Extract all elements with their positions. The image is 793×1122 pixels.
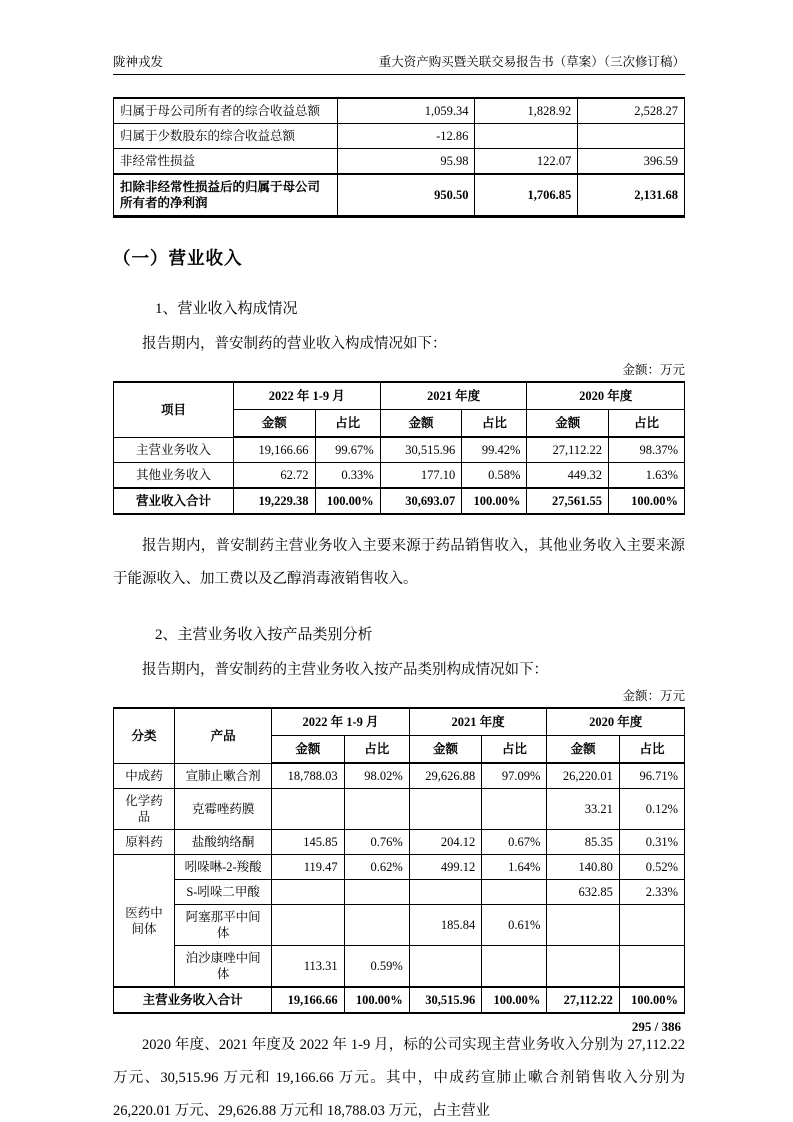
- column-header-ratio: 占比: [619, 736, 684, 764]
- row-label-cell: 主营业务收入: [114, 437, 234, 463]
- page-header: [113, 0, 685, 75]
- table-row: [114, 149, 685, 175]
- ratio-cell: 0.59%: [344, 946, 409, 988]
- product-revenue-table: [113, 707, 685, 1014]
- column-header-period: 2022 年 1-9 月: [272, 708, 410, 736]
- amount-cell: 204.12: [409, 830, 482, 855]
- amount-cell: 185.84: [409, 905, 482, 946]
- ratio-cell: 0.52%: [619, 855, 684, 880]
- column-header-amount: 金额: [547, 736, 620, 764]
- column-header-amount: 金额: [272, 736, 345, 764]
- category-cell: 医药中间体: [114, 855, 175, 988]
- amount-cell: 33.21: [547, 789, 620, 830]
- item2-heading: 2、主营业务收入按产品类别分析: [155, 627, 373, 643]
- column-header-ratio: 占比: [609, 410, 685, 438]
- amount-cell: [272, 880, 345, 905]
- column-header-period: 2020 年度: [547, 708, 685, 736]
- product-cell: 阿塞那平中间体: [175, 905, 272, 946]
- category-cell: 中成药: [114, 763, 175, 789]
- ratio-cell: 0.12%: [619, 789, 684, 830]
- column-header-period: 2021 年度: [380, 382, 527, 410]
- ratio-cell: [619, 905, 684, 946]
- amount-cell: [547, 905, 620, 946]
- amount-cell: 18,788.03: [272, 763, 345, 789]
- table-row: [114, 763, 685, 789]
- paragraph: 报告期内，普安制药主营业务收入主要来源于药品销售收入，其他业务收入主要来源于能源收入、加工费以及乙醇消毒液销售收入。: [113, 538, 685, 587]
- ratio-cell: 97.09%: [482, 763, 547, 789]
- ratio-cell: 100.00%: [315, 488, 380, 514]
- ratio-cell: 98.02%: [344, 763, 409, 789]
- ratio-cell: 0.58%: [462, 463, 527, 489]
- ratio-cell: 100.00%: [482, 987, 547, 1013]
- ratio-cell: 0.33%: [315, 463, 380, 489]
- table-row-total: [114, 174, 685, 217]
- table-row: [114, 463, 685, 489]
- ratio-cell: 0.31%: [619, 830, 684, 855]
- amount-cell: 30,693.07: [380, 488, 462, 514]
- ratio-cell: 0.62%: [344, 855, 409, 880]
- amount-cell: [547, 946, 620, 988]
- column-header-product: 产品: [175, 708, 272, 763]
- amount-cell: 449.32: [527, 463, 609, 489]
- amount-cell: [409, 946, 482, 988]
- column-header-amount: 金额: [409, 736, 482, 764]
- amount-cell: 29,626.88: [409, 763, 482, 789]
- column-header-ratio: 占比: [344, 736, 409, 764]
- amount-cell: 122.07: [475, 149, 578, 175]
- item1-intro: 报告期内，普安制药的营业收入构成情况如下：: [142, 336, 447, 352]
- amount-cell: 62.72: [233, 463, 315, 489]
- column-header-amount: 金额: [233, 410, 315, 438]
- unit-note: 金额：万元: [622, 689, 685, 703]
- amount-cell: 19,166.66: [272, 987, 345, 1013]
- amount-cell: 85.35: [547, 830, 620, 855]
- amount-cell: 177.10: [380, 463, 462, 489]
- product-cell: 吲哚啉-2-羧酸: [175, 855, 272, 880]
- category-cell: 化学药品: [114, 789, 175, 830]
- ratio-cell: [344, 789, 409, 830]
- table-row: [114, 124, 685, 149]
- row-label-cell: 其他业务收入: [114, 463, 234, 489]
- column-header-period: 2020 年度: [527, 382, 685, 410]
- amount-cell: [409, 880, 482, 905]
- amount-cell: 27,112.22: [527, 437, 609, 463]
- amount-cell: 119.47: [272, 855, 345, 880]
- amount-cell: [578, 124, 685, 149]
- amount-cell: [272, 789, 345, 830]
- column-header-period: 2021 年度: [409, 708, 547, 736]
- amount-cell: 30,515.96: [409, 987, 482, 1013]
- amount-cell: 27,112.22: [547, 987, 620, 1013]
- amount-cell: [409, 789, 482, 830]
- column-header-item: 项目: [114, 382, 234, 437]
- section-title: （一）营业收入: [113, 248, 243, 268]
- amount-cell: 27,561.55: [527, 488, 609, 514]
- ratio-cell: 2.33%: [619, 880, 684, 905]
- row-label-cell: 主营业务收入合计: [114, 987, 272, 1013]
- amount-cell: [272, 905, 345, 946]
- row-label-cell: 非经常性损益: [114, 149, 338, 175]
- amount-cell: 2,131.68: [578, 174, 685, 217]
- header-left-title: 陇神戎发: [113, 55, 164, 69]
- table-row: [114, 98, 685, 124]
- table-header-row: [114, 708, 685, 736]
- revenue-composition-table: [113, 381, 685, 515]
- column-header-amount: 金额: [380, 410, 462, 438]
- column-header-ratio: 占比: [315, 410, 380, 438]
- ratio-cell: [482, 789, 547, 830]
- product-cell: S-吲哚二甲酸: [175, 880, 272, 905]
- row-label-cell: 归属于母公司所有者的综合收益总额: [114, 98, 338, 124]
- paragraph: 2020 年度、2021 年度及 2022 年 1-9 月，标的公司实现主营业务收入分别为 27,112.22 万元、30,515.96 万元和 19,166.66 万元。其中，中成药宣肺止嗽合剂销售收入分别为 26,220.01 万元、29,626.88 万元和 18,788.03 万元，占主营业: [113, 1037, 685, 1119]
- amount-cell: 26,220.01: [547, 763, 620, 789]
- amount-cell: 1,828.92: [475, 98, 578, 124]
- ratio-cell: [482, 880, 547, 905]
- amount-cell: 145.85: [272, 830, 345, 855]
- ratio-cell: 1.63%: [609, 463, 685, 489]
- amount-cell: 19,166.66: [233, 437, 315, 463]
- product-cell: 宣肺止嗽合剂: [175, 763, 272, 789]
- amount-cell: 1,059.34: [338, 98, 475, 124]
- ratio-cell: 96.71%: [619, 763, 684, 789]
- amount-cell: 30,515.96: [380, 437, 462, 463]
- ratio-cell: 0.67%: [482, 830, 547, 855]
- table-row: [114, 789, 685, 830]
- table-row: [114, 946, 685, 988]
- table-row-total: [114, 987, 685, 1013]
- ratio-cell: [619, 946, 684, 988]
- table-row: [114, 437, 685, 463]
- amount-cell: 140.80: [547, 855, 620, 880]
- amount-cell: 950.50: [338, 174, 475, 217]
- amount-cell: -12.86: [338, 124, 475, 149]
- ratio-cell: 0.76%: [344, 830, 409, 855]
- item2-intro: 报告期内，普安制药的主营业务收入按产品类别构成情况如下：: [142, 662, 548, 678]
- ratio-cell: [344, 880, 409, 905]
- comprehensive-income-table: [113, 97, 685, 218]
- row-label-cell: 扣除非经常性损益后的归属于母公司所有者的净利润: [114, 174, 338, 217]
- ratio-cell: 1.64%: [482, 855, 547, 880]
- amount-cell: 95.98: [338, 149, 475, 175]
- table-row: [114, 830, 685, 855]
- amount-cell: 19,229.38: [233, 488, 315, 514]
- table-row: [114, 905, 685, 946]
- amount-cell: 2,528.27: [578, 98, 685, 124]
- ratio-cell: 100.00%: [619, 987, 684, 1013]
- amount-cell: [475, 124, 578, 149]
- header-right-title: 重大资产购买暨关联交易报告书（草案）（三次修订稿）: [378, 55, 685, 69]
- ratio-cell: 100.00%: [344, 987, 409, 1013]
- product-cell: 克霉唑药膜: [175, 789, 272, 830]
- ratio-cell: 99.67%: [315, 437, 380, 463]
- amount-cell: 113.31: [272, 946, 345, 988]
- column-header-category: 分类: [114, 708, 175, 763]
- product-cell: 泊沙康唑中间体: [175, 946, 272, 988]
- amount-cell: 632.85: [547, 880, 620, 905]
- product-cell: 盐酸纳络酮: [175, 830, 272, 855]
- row-label-cell: 归属于少数股东的综合收益总额: [114, 124, 338, 149]
- unit-note: 金额：万元: [622, 363, 685, 377]
- ratio-cell: 99.42%: [462, 437, 527, 463]
- column-header-period: 2022 年 1-9 月: [233, 382, 380, 410]
- category-cell: 原料药: [114, 830, 175, 855]
- column-header-amount: 金额: [527, 410, 609, 438]
- ratio-cell: 100.00%: [462, 488, 527, 514]
- column-header-ratio: 占比: [482, 736, 547, 764]
- ratio-cell: [344, 905, 409, 946]
- row-label-cell: 营业收入合计: [114, 488, 234, 514]
- table-row: [114, 855, 685, 880]
- amount-cell: 1,706.85: [475, 174, 578, 217]
- table-row: [114, 880, 685, 905]
- ratio-cell: 98.37%: [609, 437, 685, 463]
- amount-cell: 396.59: [578, 149, 685, 175]
- ratio-cell: 0.61%: [482, 905, 547, 946]
- amount-cell: 499.12: [409, 855, 482, 880]
- ratio-cell: [482, 946, 547, 988]
- table-row-total: [114, 488, 685, 514]
- table-header-row: [114, 382, 685, 410]
- page-number: 295 / 386: [631, 1019, 681, 1034]
- item1-heading: 1、营业收入构成情况: [155, 301, 298, 317]
- column-header-ratio: 占比: [462, 410, 527, 438]
- ratio-cell: 100.00%: [609, 488, 685, 514]
